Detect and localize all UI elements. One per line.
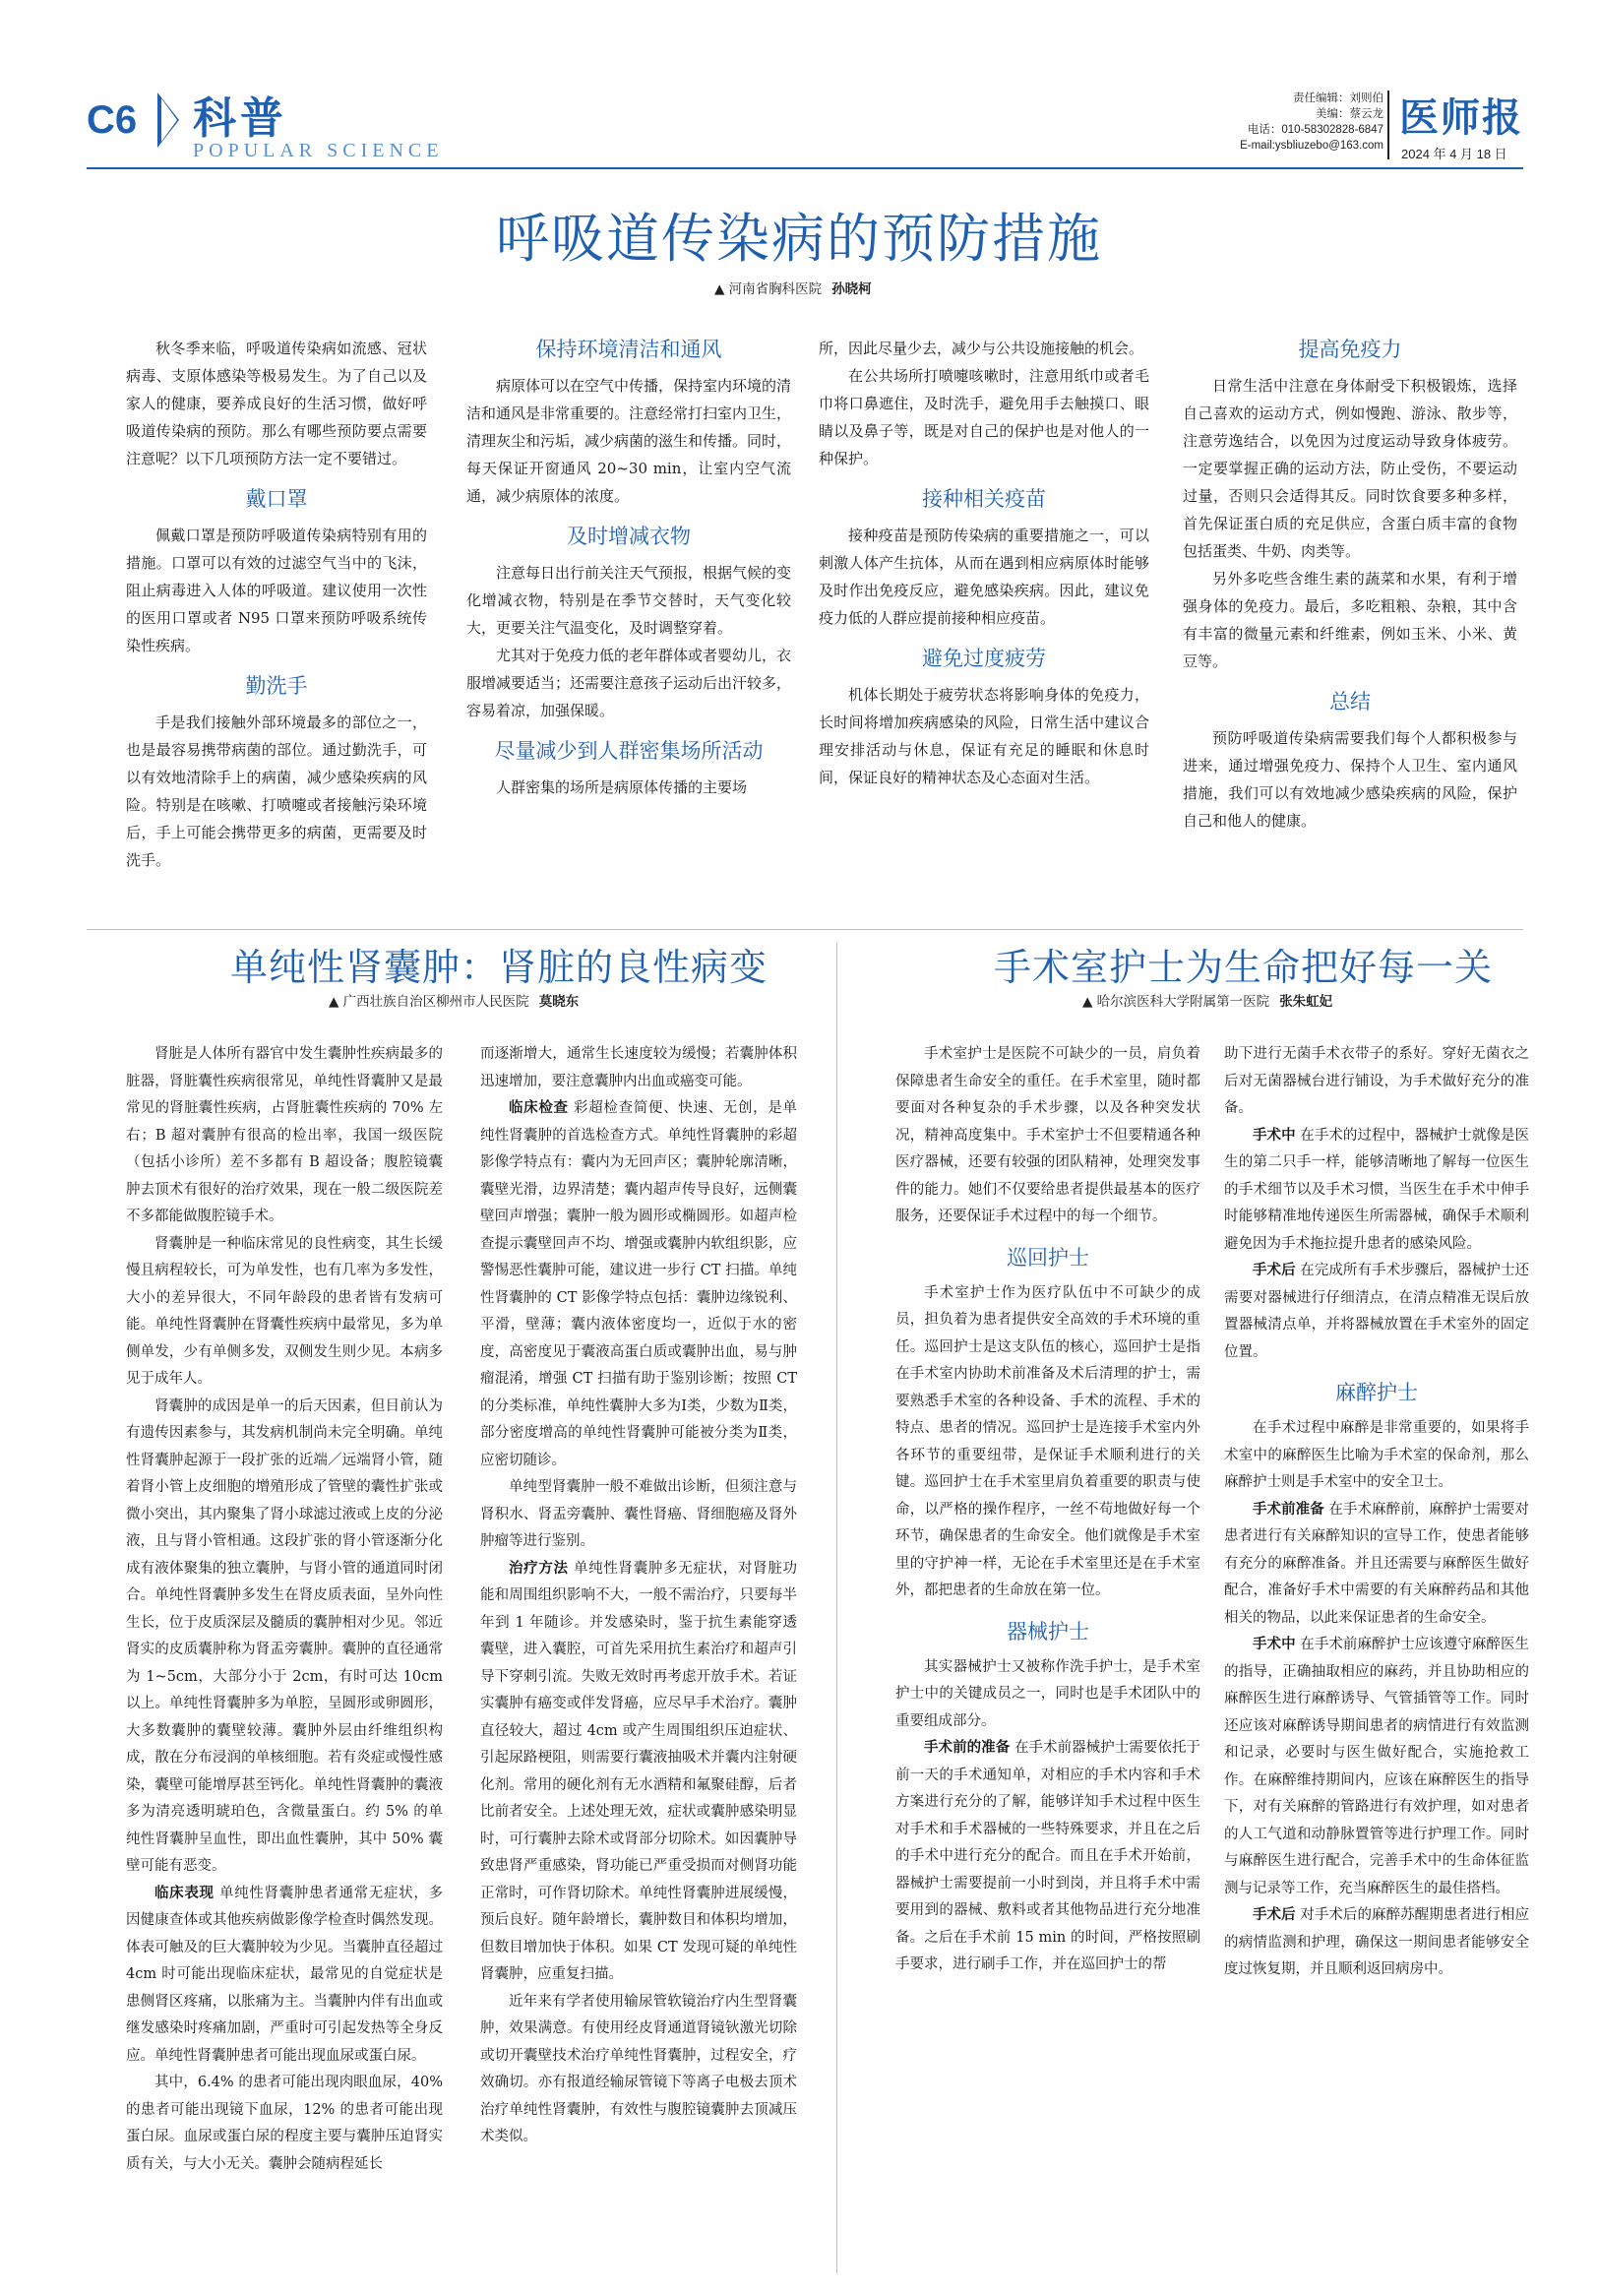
paragraph-text: 在手术前麻醉护士应该遵守麻醉医生的指导，正确抽取相应的麻药，并且协助相应的麻醉医生进行麻醉诱导、气管插管等工作。同时还应该对麻醉诱导期间患者的病情进行有效监测和记录，必要时与医生做好配合，实施抢救工作。在麻醉维持期间内，应该在麻醉医生的指导下，对有关麻醉的管路进行有效护理，如对患者的人工气道和动静脉置管等进行护理工作。同时与麻醉医生进行配合，完善手术中的生命体征监测与记录等工作，充当麻醉医生的最佳搭档。: [1224, 1637, 1529, 1896]
byline-org: ▲ 哈尔滨医科大学附属第一医院: [1082, 994, 1270, 1010]
section-title: 科普: [193, 93, 287, 144]
header-divider: [1387, 91, 1389, 159]
newspaper-logo: 医师报: [1399, 95, 1523, 141]
paragraph-lead: 临床检查: [509, 1100, 569, 1116]
article-column: [480, 1041, 797, 2151]
issue-date: 2024 年 4 月 18 日: [1401, 147, 1507, 161]
paragraph-lead: 治疗方法: [509, 1560, 569, 1577]
section-heading: 提高免疫力: [1298, 338, 1402, 361]
paragraph: 肾脏是人体所有器官中发生囊肿性疾病最多的脏器，肾脏囊性疾病很常见，单纯性肾囊肿又是最常见的肾脏囊性疾病，占肾脏囊性疾病的 70% 左右；B 超对囊肿有很高的检出率，我国一级医院（包括小诊所）差不多都有 B 超设备；腹腔镜囊肿去顶术有很好的治疗效果，现在一般二级医院差不多都能做腹腔镜手术。: [126, 1046, 443, 1224]
byline-author: 张朱虹妃: [1279, 994, 1333, 1010]
section-heading: 勤洗手: [245, 674, 308, 698]
paragraph: [895, 1735, 1200, 1979]
article-byline: [329, 990, 579, 1010]
section-heading: 巡回护士: [1007, 1245, 1089, 1270]
article-title: 手术室护士为生命把好每一关: [994, 946, 1494, 989]
article-column: [1224, 1041, 1529, 1984]
paragraph: [1224, 1123, 1529, 1259]
paragraph: 尤其对于免疫力低的老年群体或者婴幼儿，衣服增减要适当；还需要注意孩子运动后出汗较多，容易着凉，加强保暖。: [466, 647, 792, 719]
paragraph-text: 在手术前器械护士需要依托于前一天的手术通知单，对相应的手术内容和手术方案进行充分的了解，能够详知手术过程中医生对手术和手术器械的一些特殊要求，并且在之后的手术中进行充分的配合。而且在手术开始前，器械护士需要提前一小时到岗，并且将手术中需要用到的器械、敷料或者其他物品进行充分地准备。之后在手术前 15 min 的时间，严格按照刷手要求，进行刷手工作，并在巡回护士的帮: [895, 1740, 1200, 1972]
paragraph: 另外多吃些含维生素的蔬菜和水果，有利于增强身体的免疫力。最后，多吃粗粮、杂粮，其中含有丰富的微量元素和纤维素，例如玉米、小米、黄豆等。: [1183, 570, 1517, 670]
paragraph: [480, 1556, 797, 1989]
paragraph-text: 彩超检查简便、快速、无创，是单纯性肾囊肿的首选检查方式。单纯性肾囊肿的彩超影像学特点有：囊内为无回声区；囊肿轮廓清晰，囊壁光滑，边界清楚；囊内超声传导良好，远侧囊壁回声增强；囊肿一般为圆形或椭圆形。如超声检查提示囊壁回声不均、增强或囊肿内软组织影，应警惕恶性囊肿可能，建议进一步行 CT 扫描。单纯性肾囊肿的 CT 影像学特点包括：囊肿边缘锐利、平滑，壁薄；囊内液体密度均一，近似于水的密度，高密度见于囊液高蛋白质或囊肿出血，易与肿瘤混淆，增强 CT 扫描有助于鉴别诊断；按照 CT 的分类标准，单纯性囊肿大多为Ⅰ类，少数为Ⅱ类，部分密度增高的单纯性肾囊肿可能被分类为Ⅱ类，应密切随诊。: [480, 1100, 798, 1468]
byline-org: ▲ 河南省胸科医院: [714, 281, 823, 297]
paragraph: 在手术过程中麻醉是非常重要的，如果将手术室中的麻醉医生比喻为手术室的保命剂，那么麻醉护士则是手术室中的安全卫士。: [1224, 1420, 1529, 1490]
paragraph: 注意每日出行前关注天气预报，根据气候的变化增减衣物，特别是在季节交替时，天气变化较大，更要关注气温变化，及时调整穿着。: [466, 564, 792, 637]
paragraph: 病原体可以在空气中传播，保持室内环境的清洁和通风是非常重要的。注意经常打扫室内卫生，清理灰尘和污垢，减少病菌的滋生和传播。同时，每天保证开窗通风 20~30 min，让室内空气流通，减少病原体的浓度。: [466, 377, 792, 505]
paragraph: 其中，6.4% 的患者可能出现肉眼血尿，40% 的患者可能出现镜下血尿，12% 的患者可能出现蛋白尿。血尿或蛋白尿的程度主要与囊肿压迫肾实质有关，与大小无关。囊肿会随病程延长: [126, 2075, 443, 2172]
paragraph-text: 单纯性肾囊肿患者通常无症状，多因健康查体或其他疾病做影像学检查时偶然发现。体表可触及的巨大囊肿较为少见。当囊肿直径超过 4cm 时可能出现临床症状，最常见的自觉症状是患侧肾区疼痛，以胀痛为主。当囊肿内伴有出血或继发感染时疼痛加剧，严重时可引起发热等全身反应。单纯性肾囊肿患者可能出现血尿或蛋白尿。: [126, 1885, 444, 2064]
editor-line: 责任编辑：刘则伯: [1293, 93, 1383, 104]
page-number: C6: [87, 98, 138, 142]
paragraph-text: 在完成所有手术步骤后，器械护士还需要对器械进行仔细清点，在清点精准无误后放置器械清点单，并将器械放置在手术室外的固定位置。: [1224, 1263, 1529, 1360]
paragraph-lead: 临床表现: [154, 1885, 215, 1901]
paragraph-lead: 手术后: [1253, 1907, 1296, 1923]
paragraph: 单纯型肾囊肿一般不难做出诊断，但须注意与肾积水、肾盂旁囊肿、囊性肾癌、肾细胞癌及肾外肿瘤等进行鉴别。: [480, 1479, 797, 1549]
paragraph: 肾囊肿的成因是单一的后天因素，但目前认为有遗传因素参与，其发病机制尚未完全明确。单纯性肾囊肿起源于一段扩张的近端／远端肾小管，随着肾小管上皮细胞的增殖形成了管壁的囊性扩张或微小突出，其内聚集了肾小球滤过液或上皮的分泌液，且与肾小管相通。这段扩张的肾小管逐渐分化成有液体聚集的独立囊肿，与肾小管的通道同时闭合。单纯性肾囊肿多发生在肾皮质表面，呈外向性生长，位于皮质深层及髓质的囊肿相对少见。邻近肾实的皮质囊肿称为肾盂旁囊肿。囊肿的直径通常为 1~5cm，大部分小于 2cm，有时可达 10cm 以上。单纯性肾囊肿多为单腔，呈圆形或卵圆形，大多数囊肿的囊壁较薄。囊肿外层由纤维组织构成，散在分布浸润的单核细胞。若有炎症或慢性感染，囊壁可能增厚甚至钙化。单纯性肾囊肿的囊液多为清亮透明琥珀色，含微量蛋白。约 5% 的单纯性肾囊肿呈血性，即出血性囊肿，其中 50% 囊壁可能有恶变。: [126, 1397, 443, 1874]
paragraph: 近年来有学者使用输尿管软镜治疗内生型肾囊肿，效果满意。有使用经皮肾通道肾镜钬激光切除或切开囊壁技术治疗单纯性肾囊肿，过程安全，疗效确切。亦有报道经输尿管镜下等离子电极去顶术治疗单纯性肾囊肿，有效性与腹腔镜囊肿去顶减压术类似。: [480, 1993, 797, 2144]
article-column: [1183, 335, 1517, 835]
paragraph: 日常生活中注意在身体耐受下积极锻炼，选择自己喜欢的运动方式，例如慢跑、游泳、散步等，注意劳逸结合，以免因为过度运动导致身体疲劳。一定要掌握正确的运动方法，防止受伤，不要运动过量，否则只会适得其反。同时饮食要多种多样，首先保证蛋白质的充足供应，含蛋白质丰富的食物包括蛋类、牛奶、肉类等。: [1183, 377, 1517, 560]
byline-author: 孙晓柯: [831, 281, 872, 297]
section-heading: 及时增减衣物: [567, 525, 691, 548]
section-heading: 总结: [1329, 690, 1371, 714]
editor-info: [1147, 91, 1383, 154]
paragraph: [1224, 1497, 1529, 1633]
paragraph: 手术室护士是医院不可缺少的一员，肩负着保障患者生命安全的重任。在手术室里，随时都要面对各种复杂的手术步骤，以及各种突发状况，精神高度集中。手术室护士不但要精通各种医疗器械，还要有较强的团队精神，处理突发事件的能力。她们不仅要给患者提供最基本的医疗服务，还要保证手术过程中的每一个细节。: [895, 1046, 1200, 1224]
paragraph: 预防呼吸道传染病需要我们每个人都积极参与进来，通过增强免疫力、保持个人卫生、室内通风措施，我们可以有效地减少感染疾病的风险，保护自己和他人的健康。: [1183, 729, 1517, 830]
byline-org: ▲ 广西壮族自治区柳州市人民医院: [329, 994, 529, 1010]
column-divider: [836, 943, 837, 2273]
article-column: [466, 335, 791, 801]
paragraph: 手是我们接触外部环境最多的部位之一，也是最容易携带病菌的部位。通过勤洗手，可以有效地清除手上的病菌，减少感染疾病的风险。特别是在咳嗽、打喷嚏或者接触污染环境后，手上可能会携带更多的病菌，更需要及时洗手。: [126, 714, 427, 869]
byline-author: 莫晓东: [538, 994, 580, 1010]
paragraph: 手术室护士作为医疗队伍中不可缺少的成员，担负着为患者提供安全高效的手术环境的重任。巡回护士是这支队伍的核心，巡回护士是指在手术室内协助术前准备及术后清理的护士，需要熟悉手术室的各种设备、手术的流程、手术的特点、患者的情况。巡回护士是连接手术室内外各环节的重要纽带，是保证手术顺利进行的关键。巡回护士在手术室里肩负着重要的职责与使命，以严格的操作程序，一丝不苟地做好每一个环节，确保患者的生命安全。他们就像是手术室里的守护神一样，无论在手术室里还是在手术室外，都把患者的生命放在第一位。: [895, 1284, 1200, 1598]
header-rule: [87, 167, 1523, 169]
paragraph-text: 在手术麻醉前，麻醉护士需要对患者进行有关麻醉知识的宣导工作，使患者能够有充分的麻醉准备。并且还需要与麻醉医生做好配合，准备好手术中需要的有关麻醉药品和其他相关的物品，以此来保证患者的生命安全。: [1224, 1501, 1529, 1626]
paragraph-lead: 手术前准备: [1253, 1501, 1324, 1518]
paragraph-lead: 手术中: [1253, 1637, 1296, 1652]
paragraph: 秋冬季来临，呼吸道传染病如流感、冠状病毒、支原体感染等极易发生。为了自己以及家人的健康，要养成良好的生活习惯，做好呼吸道传染病的预防。那么有哪些预防要点需要注意呢？以下几项预防方法一定不要错过。: [126, 340, 427, 467]
section-heading: 器械护士: [1007, 1619, 1089, 1644]
article-column: [126, 335, 427, 874]
section-title-en: POPULAR SCIENCE: [193, 140, 444, 161]
section-heading: 戴口罩: [245, 487, 308, 511]
paragraph: [1224, 1258, 1529, 1366]
paragraph: 其实器械护士又被称作洗手护士，是手术室护士中的关键成员之一，同时也是手术团队中的重要组成部分。: [895, 1658, 1200, 1729]
paragraph: 人群密集的场所是病原体传播的主要场: [496, 778, 748, 796]
article-column: [126, 1041, 443, 2178]
paragraph: 接种疫苗是预防传染病的重要措施之一，可以刺激人体产生抗体，从而在遇到相应病原体时能够及时作出免疫反应，避免感染疾病。因此，建议免疫力低的人群应提前接种相应疫苗。: [819, 527, 1149, 627]
section-divider: [87, 929, 1523, 930]
paragraph: 在公共场所打喷嚏咳嗽时，注意用纸巾或者毛巾将口鼻遮住，及时洗手，避免用手去触摸口、眼睛以及鼻子等，既是对自己的保护也是对他人的一种保护。: [819, 367, 1149, 467]
section-heading: 避免过度疲劳: [922, 647, 1046, 670]
editor-line: 美编：蔡云龙: [1316, 108, 1383, 120]
article-byline: [714, 278, 872, 297]
paragraph: 机体长期处于疲劳状态将影响身体的免疫力，长时间将增加疾病感染的风险，日常生活中建议合理安排活动与休息，保证有充足的睡眠和休息时间，保证良好的精神状态及心态面对生活。: [819, 686, 1149, 786]
paragraph: 所，因此尽量少去，减少与公共设施接触的机会。: [819, 340, 1144, 357]
section-heading: 尽量减少到人群密集场所活动: [494, 739, 764, 763]
chevron-inner-shape: [161, 98, 177, 142]
section-heading: 接种相关疫苗: [922, 487, 1046, 511]
email-line: E-mail:ysbliuzebo@163.com: [1240, 140, 1383, 152]
article-column: [819, 335, 1149, 791]
article-column: [895, 1041, 1200, 1979]
paragraph: [126, 1881, 443, 2071]
paragraph: [480, 1095, 797, 1474]
paragraph-text: 单纯性肾囊肿多无症状，对肾脏功能和周围组织影响不大，一般不需治疗，只要每半年到 1 年随诊。并发感染时，鉴于抗生素能穿透囊壁，进入囊腔，可首先采用抗生素治疗和超声引导下穿刺引流。失败无效时再考虑开放手术。若证实囊肿有癌变或伴发肾癌，应尽早手术治疗。囊肿直径较大，超过 4cm 或产生周围组织压迫症状、引起尿路梗阻，则需要行囊液抽吸术并囊内注射硬化剂。常用的硬化剂有无水酒精和氟聚硅醇，后者比前者安全。上述处理无效，症状或囊肿感染明显时，可行囊肿去除术或肾部分切除术。如因囊肿导致患肾严重感染，肾功能已严重受损而对侧肾功能正常时，可作肾切除术。单纯性肾囊肿进展缓慢，预后良好。随年龄增长，囊肿数目和体积均增加，但数目增加快于体积。如果 CT 发现可疑的单纯性肾囊肿，应重复扫描。: [480, 1560, 798, 1982]
article-byline: [1082, 990, 1332, 1010]
paragraph: 而逐渐增大，通常生长速度较为缓慢；若囊肿体积迅速增加，要注意囊肿内出血或癌变可能。: [480, 1046, 797, 1089]
paragraph-text: 在手术的过程中，器械护士就像是医生的第二只手一样，能够清晰地了解每一位医生的手术细节以及手术习惯，当医生在手术中伸手时能够精准地传递医生所需器械，确保手术顺利避免因为手术拖拉提升患者的感染风险。: [1224, 1127, 1529, 1252]
paragraph-lead: 手术前的准备: [924, 1740, 1011, 1756]
paragraph: [1224, 1902, 1529, 1984]
paragraph: 助下进行无菌手术衣带子的系好。穿好无菌衣之后对无菌器械台进行铺设，为手术做好充分的准备。: [1224, 1046, 1529, 1116]
paragraph-lead: 手术中: [1253, 1127, 1296, 1144]
paragraph-text: 对手术后的麻醉苏醒期患者进行相应的病情监测和护理，确保这一期间患者能够安全度过恢复期，并且顺利返回病房中。: [1224, 1907, 1529, 1977]
paragraph: [1224, 1632, 1529, 1902]
article-title: 单纯性肾囊肿：肾脏的良性病变: [230, 946, 768, 989]
section-heading: 保持环境清洁和通风: [535, 338, 722, 361]
section-heading: 麻醉护士: [1335, 1381, 1418, 1404]
paragraph: 佩戴口罩是预防呼吸道传染病特别有用的措施。口罩可以有效的过滤空气当中的飞沫，阻止病毒进入人体的呼吸道。建议使用一次性的医用口罩或者 N95 口罩来预防呼吸系统传染性疾病。: [126, 527, 427, 654]
phone-line: 电话：010-58302828-6847: [1247, 124, 1383, 136]
paragraph-lead: 手术后: [1253, 1263, 1296, 1278]
article-title: 呼吸道传染病的预防措施: [496, 208, 1102, 270]
paragraph: 肾囊肿是一种临床常见的良性病变，其生长缓慢且病程较长，可为单发性，也有几率为多发性，大小的差异很大，不同年龄段的患者皆有发病可能。单纯性肾囊肿在肾囊性疾病中最常见，多为单侧单发，少有单侧多发，双侧发生则少见。本病多见于成年人。: [126, 1235, 443, 1387]
